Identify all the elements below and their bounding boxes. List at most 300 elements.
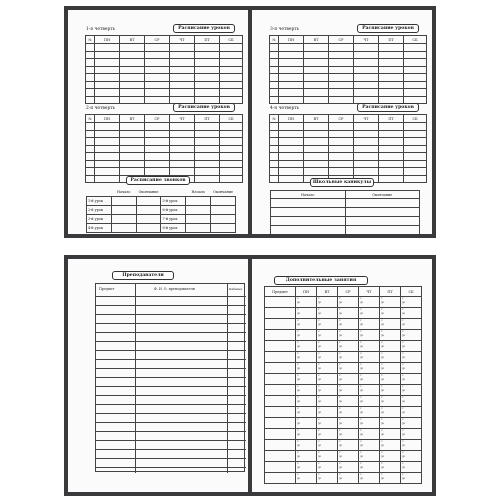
- date-cell: [271, 208, 346, 217]
- lesson-cell: [145, 168, 170, 176]
- lesson-cell: [120, 59, 145, 67]
- lesson-cell: [86, 168, 95, 176]
- lesson-cell: [120, 66, 145, 74]
- lesson-cell: [379, 74, 404, 82]
- lesson-cell: [195, 44, 220, 52]
- timetable-quarter-4: [269, 114, 427, 183]
- time-cell: [136, 206, 161, 215]
- lesson-cell: [270, 168, 279, 176]
- table-row: [271, 199, 420, 208]
- lesson-cell: [95, 175, 120, 183]
- table-row: [86, 138, 243, 146]
- time-range-cell: с до: [338, 341, 359, 352]
- lesson-cell: [354, 81, 379, 89]
- time-range-cell: с до: [359, 319, 380, 330]
- time-range-cell: с до: [317, 473, 338, 484]
- lesson-cell: [279, 138, 304, 146]
- teacher-row-line: [96, 341, 246, 342]
- lesson-cell: [270, 123, 279, 131]
- table-row: [270, 138, 427, 146]
- time-range-cell: с до: [380, 330, 401, 341]
- time-range-cell: с до: [401, 451, 422, 462]
- lesson-cell: [120, 96, 145, 104]
- date-cell: [345, 208, 420, 217]
- lesson-cell: [170, 81, 195, 89]
- teachers-col-room: Кабинет: [229, 287, 243, 291]
- table-row: [87, 215, 236, 224]
- time-range-cell: с до: [359, 385, 380, 396]
- lesson-cell: [329, 160, 354, 168]
- time-range-cell: с до: [380, 473, 401, 484]
- time-range-cell: с до: [317, 440, 338, 451]
- lesson-cell: [95, 89, 120, 97]
- lesson-cell: [120, 44, 145, 52]
- time-range-cell: с до: [338, 396, 359, 407]
- time-range-cell: с до: [338, 407, 359, 418]
- lesson-cell: [404, 175, 427, 183]
- lesson-cell: [195, 81, 220, 89]
- time-range-cell: с до: [380, 374, 401, 385]
- lesson-cell: [86, 130, 95, 138]
- day-header: СБ: [220, 115, 243, 123]
- lesson-cell: [304, 168, 329, 176]
- time-cell: [186, 224, 211, 233]
- lesson-cell: [220, 59, 243, 67]
- lesson-cell: [304, 138, 329, 146]
- time-range-cell: с до: [401, 440, 422, 451]
- time-range-cell: с до: [317, 319, 338, 330]
- lesson-cell: [95, 96, 120, 104]
- table-row: [265, 451, 422, 462]
- lesson-cell: [120, 145, 145, 153]
- time-range-cell: с до: [317, 451, 338, 462]
- lesson-cell: [195, 138, 220, 146]
- table-row: [270, 130, 427, 138]
- lesson-cell: [120, 74, 145, 82]
- lesson-cell: [354, 130, 379, 138]
- lesson-cell: [304, 123, 329, 131]
- lesson-cell: [145, 123, 170, 131]
- time-range-cell: с до: [380, 319, 401, 330]
- page-teachers: [68, 259, 248, 492]
- lesson-cell: [170, 168, 195, 176]
- lesson-cell: [195, 66, 220, 74]
- extra-header-cell: ВТ: [317, 287, 338, 297]
- time-range-cell: с до: [359, 429, 380, 440]
- time-range-cell: с до: [296, 308, 317, 319]
- lesson-cell: [220, 160, 243, 168]
- lesson-cell: [95, 44, 120, 52]
- time-range-cell: с до: [359, 330, 380, 341]
- lesson-cell: [270, 44, 279, 52]
- time-range-cell: с до: [338, 374, 359, 385]
- day-header: СР: [329, 36, 354, 44]
- subject-cell: [265, 363, 296, 374]
- day-header: №: [86, 36, 95, 44]
- lesson-cell: [329, 138, 354, 146]
- lesson-cell: [379, 175, 404, 183]
- table-row: [265, 330, 422, 341]
- time-range-cell: с до: [317, 374, 338, 385]
- lesson-cell: [86, 74, 95, 82]
- lesson-cell: [120, 130, 145, 138]
- day-header: ВТ: [304, 115, 329, 123]
- table-row: [270, 74, 427, 82]
- lesson-cell: [404, 81, 427, 89]
- lesson-cell: [145, 51, 170, 59]
- bells-header-cell: Начало: [117, 190, 131, 194]
- table-row: [265, 352, 422, 363]
- table-row: [86, 153, 243, 161]
- time-range-cell: с до: [359, 473, 380, 484]
- lesson-cell: [195, 89, 220, 97]
- time-range-cell: с до: [317, 396, 338, 407]
- day-header: ПН: [279, 36, 304, 44]
- lesson-cell: [220, 175, 243, 183]
- lesson-cell: [270, 59, 279, 67]
- lesson-cell: [145, 74, 170, 82]
- vacations-header-cell: Окончание: [345, 191, 420, 199]
- day-header: ПН: [279, 115, 304, 123]
- lesson-label: 6-й урок: [161, 206, 186, 215]
- lesson-cell: [354, 168, 379, 176]
- teachers-col-name: Ф. И. О. преподавателя: [154, 287, 195, 291]
- time-range-cell: с до: [296, 429, 317, 440]
- lesson-cell: [86, 59, 95, 67]
- teacher-row-line: [96, 377, 246, 378]
- lesson-cell: [95, 145, 120, 153]
- extra-classes-table: [264, 286, 422, 484]
- time-cell: [111, 215, 136, 224]
- lesson-cell: [404, 74, 427, 82]
- table-row: [270, 153, 427, 161]
- table-row: [265, 462, 422, 473]
- table-row: [86, 123, 243, 131]
- table-header-row: [270, 36, 427, 44]
- bells-title: Расписание звонков: [126, 176, 190, 185]
- lesson-cell: [195, 130, 220, 138]
- table-row: [270, 123, 427, 131]
- lesson-cell: [279, 96, 304, 104]
- quarter-1-caption: 1-я четверть: [86, 27, 116, 32]
- teacher-row-line: [96, 386, 246, 387]
- time-range-cell: с до: [380, 308, 401, 319]
- quarter-3-title: Расписание уроков: [357, 24, 419, 33]
- lesson-cell: [86, 89, 95, 97]
- subject-cell: [265, 462, 296, 473]
- time-cell: [111, 206, 136, 215]
- table-header-row: [271, 191, 420, 199]
- table-row: [270, 59, 427, 67]
- quarter-1-title: Расписание уроков: [173, 24, 235, 33]
- day-header: ЧТ: [170, 36, 195, 44]
- teacher-row-line: [96, 440, 246, 441]
- lesson-cell: [379, 130, 404, 138]
- lesson-cell: [220, 89, 243, 97]
- lesson-cell: [95, 59, 120, 67]
- subject-cell: [265, 473, 296, 484]
- time-range-cell: с до: [317, 330, 338, 341]
- lesson-cell: [145, 81, 170, 89]
- diary-spread-bottom: [64, 255, 436, 496]
- lesson-cell: [270, 145, 279, 153]
- lesson-cell: [329, 59, 354, 67]
- extra-header-cell: СР: [338, 287, 359, 297]
- time-range-cell: с до: [338, 363, 359, 374]
- lesson-cell: [329, 96, 354, 104]
- extra-header-cell: ПН: [296, 287, 317, 297]
- lesson-cell: [145, 130, 170, 138]
- subject-cell: [265, 297, 296, 308]
- subject-cell: [265, 429, 296, 440]
- lesson-cell: [279, 66, 304, 74]
- time-range-cell: с до: [338, 319, 359, 330]
- quarter-2-caption: 2-я четверть: [86, 106, 116, 111]
- time-range-cell: с до: [380, 440, 401, 451]
- lesson-cell: [195, 160, 220, 168]
- time-range-cell: с до: [359, 451, 380, 462]
- time-cell: [186, 215, 211, 224]
- subject-cell: [265, 352, 296, 363]
- lesson-cell: [170, 89, 195, 97]
- lesson-cell: [304, 145, 329, 153]
- time-range-cell: с до: [317, 363, 338, 374]
- time-range-cell: с до: [359, 462, 380, 473]
- time-range-cell: с до: [401, 418, 422, 429]
- day-header: №: [86, 115, 95, 123]
- table-row: [271, 217, 420, 226]
- lesson-cell: [279, 153, 304, 161]
- timetable-quarter-1: [85, 35, 243, 104]
- time-range-cell: с до: [401, 385, 422, 396]
- lesson-cell: [170, 153, 195, 161]
- time-range-cell: с до: [296, 451, 317, 462]
- lesson-cell: [379, 66, 404, 74]
- extra-header-cell: ЧТ: [359, 287, 380, 297]
- lesson-cell: [270, 160, 279, 168]
- lesson-cell: [145, 145, 170, 153]
- day-header: ПТ: [195, 36, 220, 44]
- table-row: [271, 226, 420, 235]
- bells-header-cell: Окончание: [138, 190, 159, 194]
- diary-spread-top: [64, 6, 436, 238]
- lesson-cell: [270, 66, 279, 74]
- lesson-cell: [379, 89, 404, 97]
- table-row: [265, 363, 422, 374]
- day-header: СР: [145, 36, 170, 44]
- lesson-cell: [220, 153, 243, 161]
- lesson-cell: [220, 44, 243, 52]
- table-row: [270, 51, 427, 59]
- time-range-cell: с до: [359, 440, 380, 451]
- extra-header-cell: ПТ: [380, 287, 401, 297]
- lesson-cell: [279, 89, 304, 97]
- lesson-cell: [404, 51, 427, 59]
- lesson-cell: [304, 153, 329, 161]
- quarter-4-title: Расписание уроков: [357, 103, 419, 112]
- table-row: [265, 473, 422, 484]
- lesson-cell: [95, 81, 120, 89]
- lesson-cell: [270, 89, 279, 97]
- day-header: ВТ: [120, 115, 145, 123]
- lesson-cell: [220, 168, 243, 176]
- time-range-cell: с до: [359, 341, 380, 352]
- lesson-cell: [86, 175, 95, 183]
- time-range-cell: с до: [338, 440, 359, 451]
- date-cell: [271, 217, 346, 226]
- time-range-cell: с до: [359, 308, 380, 319]
- lesson-cell: [404, 66, 427, 74]
- teachers-col-subject: Предмет: [99, 287, 115, 291]
- lesson-cell: [95, 123, 120, 131]
- lesson-label: 2-й урок: [87, 206, 112, 215]
- time-range-cell: с до: [359, 396, 380, 407]
- time-range-cell: с до: [317, 407, 338, 418]
- table-row: [265, 308, 422, 319]
- lesson-cell: [195, 153, 220, 161]
- lesson-cell: [270, 81, 279, 89]
- time-range-cell: с до: [401, 407, 422, 418]
- teacher-row-line: [96, 314, 246, 315]
- lesson-cell: [304, 89, 329, 97]
- lesson-cell: [379, 59, 404, 67]
- teacher-row-line: [96, 323, 246, 324]
- lesson-cell: [170, 160, 195, 168]
- lesson-cell: [86, 81, 95, 89]
- time-range-cell: с до: [338, 330, 359, 341]
- teacher-row-line: [96, 350, 246, 351]
- table-header-row: [86, 36, 243, 44]
- table-row: [265, 341, 422, 352]
- teachers-title: Преподаватели: [112, 271, 174, 280]
- vacations-table: [270, 190, 420, 234]
- lesson-cell: [354, 74, 379, 82]
- lesson-cell: [145, 66, 170, 74]
- time-range-cell: с до: [338, 385, 359, 396]
- lesson-cell: [279, 160, 304, 168]
- table-row: [265, 385, 422, 396]
- time-range-cell: с до: [338, 429, 359, 440]
- page-timetable-left: [68, 10, 248, 234]
- lesson-cell: [279, 175, 304, 183]
- lesson-cell: [95, 130, 120, 138]
- lesson-cell: [354, 123, 379, 131]
- time-range-cell: с до: [380, 352, 401, 363]
- lesson-cell: [404, 168, 427, 176]
- time-range-cell: с до: [380, 363, 401, 374]
- day-header: ЧТ: [354, 36, 379, 44]
- bells-header-cell: [161, 188, 186, 197]
- time-range-cell: с до: [380, 341, 401, 352]
- lesson-cell: [170, 74, 195, 82]
- time-cell: [136, 197, 161, 206]
- lesson-cell: [170, 130, 195, 138]
- table-row: [265, 396, 422, 407]
- subject-cell: [265, 451, 296, 462]
- time-range-cell: с до: [380, 451, 401, 462]
- time-range-cell: с до: [338, 473, 359, 484]
- teacher-row-line: [96, 395, 246, 396]
- day-header: ЧТ: [354, 115, 379, 123]
- lesson-cell: [329, 168, 354, 176]
- time-cell: [211, 224, 236, 233]
- lesson-cell: [304, 81, 329, 89]
- timetable-quarter-3: [269, 35, 427, 104]
- lesson-cell: [304, 160, 329, 168]
- teachers-table: [95, 283, 245, 472]
- bells-header-cell: [87, 188, 112, 197]
- lesson-label: 7-й урок: [161, 215, 186, 224]
- lesson-cell: [329, 130, 354, 138]
- table-row: [265, 429, 422, 440]
- bell-schedule-table: [86, 188, 236, 233]
- lesson-cell: [145, 44, 170, 52]
- time-range-cell: с до: [338, 297, 359, 308]
- lesson-cell: [329, 145, 354, 153]
- time-range-cell: с до: [401, 352, 422, 363]
- lesson-cell: [95, 66, 120, 74]
- lesson-cell: [404, 160, 427, 168]
- table-row: [86, 130, 243, 138]
- lesson-cell: [95, 160, 120, 168]
- lesson-cell: [120, 51, 145, 59]
- table-row: [86, 44, 243, 52]
- table-row: [265, 374, 422, 385]
- time-range-cell: с до: [317, 418, 338, 429]
- time-range-cell: с до: [359, 407, 380, 418]
- lesson-cell: [86, 66, 95, 74]
- subject-cell: [265, 308, 296, 319]
- lesson-cell: [220, 74, 243, 82]
- lesson-cell: [270, 130, 279, 138]
- time-cell: [136, 215, 161, 224]
- table-row: [265, 319, 422, 330]
- time-range-cell: с до: [338, 418, 359, 429]
- lesson-cell: [329, 153, 354, 161]
- lesson-cell: [354, 44, 379, 52]
- lesson-cell: [95, 138, 120, 146]
- day-header: СБ: [220, 36, 243, 44]
- lesson-cell: [145, 59, 170, 67]
- lesson-cell: [95, 51, 120, 59]
- time-range-cell: с до: [296, 396, 317, 407]
- lesson-cell: [404, 59, 427, 67]
- time-cell: [111, 224, 136, 233]
- table-row: [270, 168, 427, 176]
- time-cell: [136, 224, 161, 233]
- date-cell: [345, 226, 420, 235]
- table-row: [270, 81, 427, 89]
- time-range-cell: с до: [380, 418, 401, 429]
- time-range-cell: с до: [401, 330, 422, 341]
- lesson-cell: [270, 175, 279, 183]
- table-row: [87, 206, 236, 215]
- table-row: [86, 89, 243, 97]
- lesson-cell: [220, 51, 243, 59]
- time-range-cell: с до: [380, 429, 401, 440]
- lesson-cell: [270, 153, 279, 161]
- vacations-header-cell: Начало: [271, 191, 346, 199]
- time-range-cell: с до: [338, 462, 359, 473]
- lesson-cell: [145, 96, 170, 104]
- time-range-cell: с до: [296, 352, 317, 363]
- table-row: [270, 89, 427, 97]
- lesson-cell: [279, 74, 304, 82]
- subject-cell: [265, 330, 296, 341]
- extra-header-cell: Предмет: [265, 287, 296, 297]
- table-header-row: [265, 287, 422, 297]
- quarter-2-title: Расписание уроков: [173, 103, 235, 112]
